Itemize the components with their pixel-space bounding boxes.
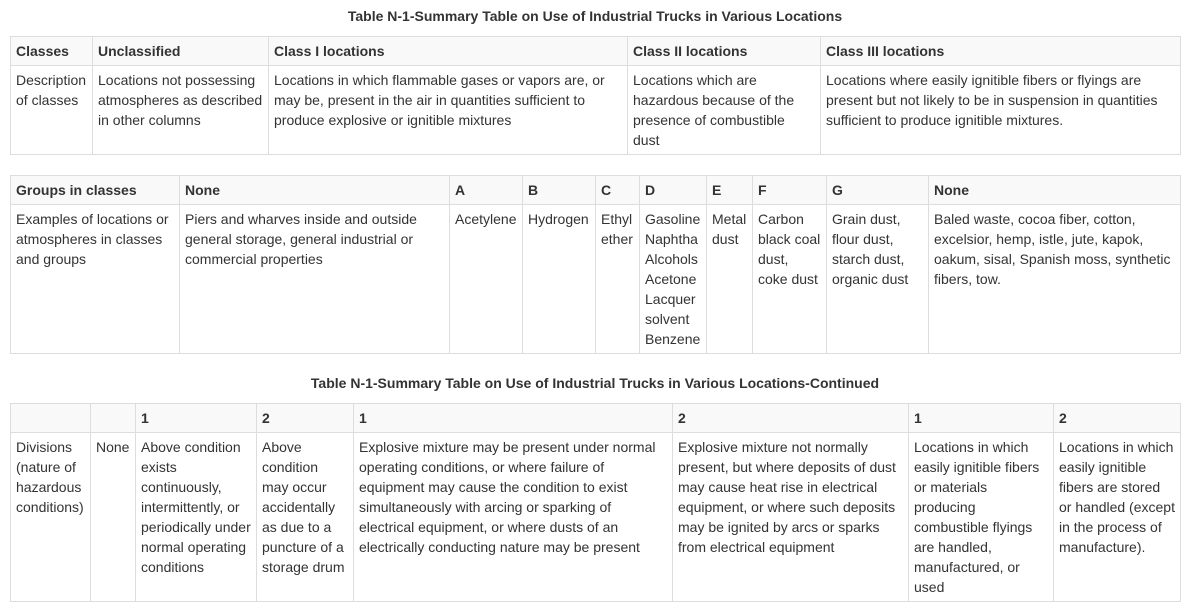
header-cell: 1 <box>354 404 673 433</box>
table-cell: Locations in which flammable gases or vapors are, or may be, present in the air in quantities sufficient to produce explosive or ignitible mixtures <box>269 66 628 155</box>
table-cell: Locations which are hazardous because of the presence of combustible dust <box>628 66 821 155</box>
table-row <box>11 66 1181 155</box>
table-cell: Divisions (nature of hazardous conditions) <box>11 433 91 602</box>
table-row <box>11 433 1181 602</box>
header-cell: Class II locations <box>628 37 821 66</box>
header-cell: G <box>827 176 929 205</box>
classes-table <box>10 36 1181 155</box>
table-cell: Locations not possessing atmospheres as described in other columns <box>93 66 269 155</box>
header-cell: 1 <box>909 404 1054 433</box>
header-cell <box>91 404 136 433</box>
header-cell: C <box>596 176 640 205</box>
header-cell: 2 <box>1054 404 1181 433</box>
table-header-row <box>11 37 1181 66</box>
header-cell: None <box>180 176 450 205</box>
header-cell: Groups in classes <box>11 176 180 205</box>
table-cell: None <box>91 433 136 602</box>
table-cell: Locations in which easily ignitible fibers are stored or handled (except in the process of manufacture). <box>1054 433 1181 602</box>
table-cell: Above condition exists continuously, intermittently, or periodically under normal operating conditions <box>136 433 257 602</box>
header-cell: Class I locations <box>269 37 628 66</box>
table-cell: Examples of locations or atmospheres in classes and groups <box>11 205 180 354</box>
table-header-row <box>11 176 1181 205</box>
table-cell: Metal dust <box>707 205 753 354</box>
table-cell: Description of classes <box>11 66 93 155</box>
header-cell <box>11 404 91 433</box>
table-cell: Carbon black coal dust, coke dust <box>753 205 827 354</box>
header-cell: Unclassified <box>93 37 269 66</box>
header-cell: 1 <box>136 404 257 433</box>
table-caption-continued: Table N-1-Summary Table on Use of Industrial Trucks in Various Locations-Continued <box>310 375 880 391</box>
table-cell: Gasoline Naphtha Alcohols Acetone Lacquer solvent Benzene <box>640 205 707 354</box>
table-caption: Table N-1-Summary Table on Use of Industrial Trucks in Various Locations <box>347 8 843 24</box>
table-cell: Locations where easily ignitible fibers or flyings are present but not likely to be in suspension in quantities sufficient to produce ignitible mixtures. <box>821 66 1181 155</box>
table-cell: Above condition may occur accidentally as due to a puncture of a storage drum <box>257 433 354 602</box>
table-cell: Explosive mixture may be present under normal operating conditions, or where failure of equipment may cause the condition to exist simultaneously with arcing or sparking of electrical equipment, or where dusts of an electrically conducting nature may be present <box>354 433 673 602</box>
table-cell: Grain dust, flour dust, starch dust, organic dust <box>827 205 929 354</box>
table-cell: Ethyl ether <box>596 205 640 354</box>
divisions-table <box>10 403 1181 602</box>
header-cell: 2 <box>673 404 909 433</box>
header-cell: B <box>523 176 596 205</box>
header-cell: E <box>707 176 753 205</box>
table-cell: Explosive mixture not normally present, but where deposits of dust may cause heat rise in electrical equipment, or where such deposits may be ignited by arcs or sparks from electrical equipment <box>673 433 909 602</box>
header-cell: Classes <box>11 37 93 66</box>
table-cell: Locations in which easily ignitible fibers or materials producing combustible flyings are handled, manufactured, or used <box>909 433 1054 602</box>
table-cell: Baled waste, cocoa fiber, cotton, excelsior, hemp, istle, jute, kapok, oakum, sisal, Spanish moss, synthetic fibers, tow. <box>929 205 1181 354</box>
table-header-row <box>11 404 1181 433</box>
table-row <box>11 205 1181 354</box>
groups-table <box>10 175 1181 354</box>
header-cell: 2 <box>257 404 354 433</box>
header-cell: D <box>640 176 707 205</box>
header-cell: F <box>753 176 827 205</box>
header-cell: None <box>929 176 1181 205</box>
table-cell: Acetylene <box>450 205 523 354</box>
table-cell: Piers and wharves inside and outside general storage, general industrial or commercial properties <box>180 205 450 354</box>
table-cell: Hydrogen <box>523 205 596 354</box>
header-cell: Class III locations <box>821 37 1181 66</box>
header-cell: A <box>450 176 523 205</box>
